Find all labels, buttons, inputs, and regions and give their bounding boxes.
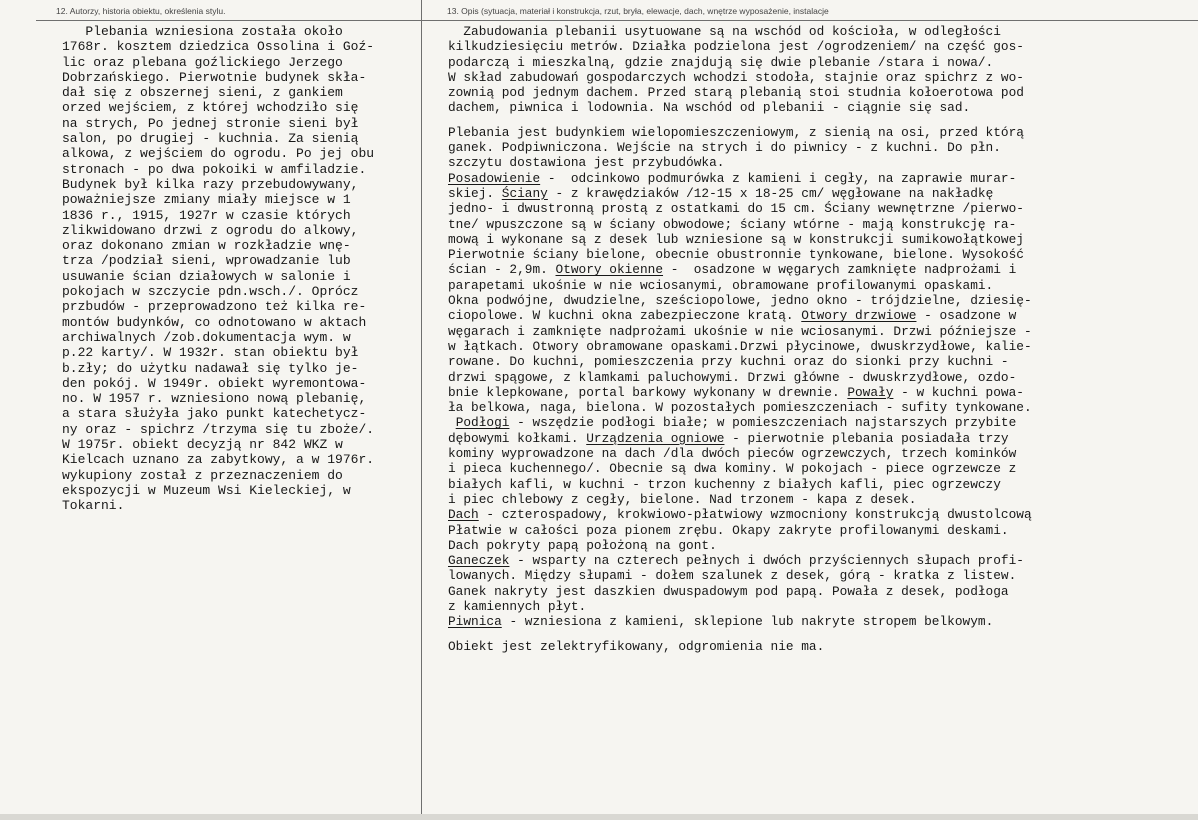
paragraph-gap <box>448 116 1196 125</box>
history-line: no. W 1957 r. wzniesiono nową plebanię, <box>62 391 367 407</box>
description-text-segment: węgarach i zamknięte nadprożami ukośnie w nie wciosanymi. Drzwi późniejsze - <box>448 323 1032 339</box>
description-text-segment: ścian - 2,9m. <box>448 262 556 278</box>
description-text-segment: - osadzone w węgarych zamknięte nadprożami i <box>663 262 1017 278</box>
description-line <box>448 507 1196 522</box>
description-text-segment <box>448 415 456 430</box>
history-line: b.zły; do użytku nadawał się tylko je- <box>62 360 359 376</box>
history-line: p.22 karty/. W 1932r. stan obiektu był <box>62 345 359 361</box>
description-text-segment: - osadzone w <box>916 308 1017 324</box>
description-text-segment: ciopolowe. W kuchni okna zabezpieczone kratą. <box>448 308 802 324</box>
description-line: W skład zabudowań gospodarczych wchodzi stodoła, stajnie oraz spichrz z wo- <box>448 69 1024 85</box>
description-line: podarczą i mieszkalną, gdzie znajdują się dwie plebanie /stara i nowa/. <box>448 54 994 70</box>
history-line: alkowa, z wejściem do ogrodu. Po jej obu <box>62 146 375 162</box>
description-line: szczytu dostawiona jest przybudówka. <box>448 155 725 171</box>
description-text-segment: i pieca kuchennego/. Obecnie są dwa kominy. W pokojach - piece ogrzewcze z <box>448 461 1017 477</box>
description-line <box>448 599 1196 614</box>
description-text-segment: mową i wykonane są z desek lub wzniesione są w konstrukcji sumikowołątkowej <box>448 231 1024 247</box>
history-line: wykupiony został z przeznaczeniem do <box>62 467 343 483</box>
history-line: 1836 r., 1915, 1927r w czasie których <box>62 207 351 223</box>
description-text-segment: Płatwie w całości poza pionem zrębu. Okapy zakryte profilowanymi deskami. <box>448 522 1009 538</box>
section-13-heading: 13. Opis (sytuacja, materiał i konstrukcja, rzut, bryła, elewacje, dach, wnętrze wyposażenie, instalacje <box>447 6 829 16</box>
history-line: przbudów - przeprowadzono też kilka re- <box>62 299 367 315</box>
history-line: dał się z obszernej sieni, z gankiem <box>62 85 343 101</box>
history-line: 1768r. kosztem dziedzica Ossolina i Goź- <box>62 39 375 55</box>
description-text-segment: - w kuchni powa- <box>893 384 1024 400</box>
description-text-segment: z kamiennych płyt. <box>448 598 587 614</box>
section-12-heading: 12. Autorzy, historia obiektu, określenia stylu. <box>56 6 226 16</box>
description-text-segment: dębowymi kołkami. <box>448 430 587 446</box>
description-text-segment: - wsparty na czterech pełnych i dwóch przyściennych słupach profi- <box>509 553 1024 569</box>
section-term: Posadowienie <box>448 170 541 186</box>
page-edge <box>0 814 1198 820</box>
history-line: poważniejsze zmiany miały miejsce w 1 <box>62 192 351 208</box>
description-line <box>448 354 1196 369</box>
history-line: zlikwidowano drzwi z ogrodu do alkowy, <box>62 222 359 238</box>
history-line: Budynek był kilka razy przebudowywany, <box>62 176 359 192</box>
description-line <box>448 385 1196 400</box>
description-line <box>448 523 1196 538</box>
description-line: ganek. Podpiwniczona. Wejście na strych i do piwnicy - z kuchni. Do płn. <box>448 140 1001 156</box>
section-term: Ściany <box>501 185 548 201</box>
description-line <box>448 568 1196 583</box>
header-divider <box>36 20 1198 21</box>
description-line <box>448 415 1196 430</box>
description-text-segment: rowane. Do kuchni, pomieszczenia przy kuchni oraz do sionki przy kuchni - <box>448 354 1009 370</box>
paragraph-gap <box>448 630 1196 639</box>
history-line: archiwalnych /zob.dokumentacja wym. w <box>62 329 351 345</box>
description-text-segment: białych kafli, w kuchni - trzon kuchenny z białych kafli, piec ogrzewczy <box>448 476 1001 492</box>
description-text-segment: - wzniesiona z kamieni, sklepione lub nakryte stropem belkowym. <box>501 614 994 630</box>
description-text-segment: parapetami ukośnie w nie wciosanymi, obramowane profilowanymi opaskami. <box>448 277 994 293</box>
description-line <box>448 461 1196 476</box>
description-line: kilkudziesięciu metrów. Działka podzielona jest /ogrodzeniem/ na część gos- <box>448 39 1024 55</box>
section-term: Urządzenia ogniowe <box>586 430 725 446</box>
description-line <box>448 431 1196 446</box>
description-line <box>448 232 1196 247</box>
description-text-segment: ła belkowa, naga, bielona. W pozostałych pomieszczeniach - sufity tynkowane. <box>448 400 1032 416</box>
description-text-segment: - czterospadowy, krokwiowo-płatwiowy wzmocniony konstrukcją dwustolcową <box>478 507 1032 523</box>
description-text-segment: jedno- i dwustronną prostą z ostatkami do 15 cm. Ściany wewnętrzne /pierwo- <box>448 201 1024 217</box>
description-line <box>448 201 1196 216</box>
description-line: Obiekt jest zelektryfikowany, odgromienia nie ma. <box>448 638 825 654</box>
description-line <box>448 477 1196 492</box>
history-line: ekspozycji w Muzeum Wsi Kieleckiej, w <box>62 482 351 498</box>
description-line <box>448 339 1196 354</box>
history-line: pokojach w szczycie pdn.wsch./. Oprócz <box>62 284 359 300</box>
history-line: Tokarni. <box>62 498 125 514</box>
description-line: dachem, piwnica i lodownia. Na wschód od plebanii - ciągnie się sad. <box>448 100 971 116</box>
history-line: orzed wejściem, z której wchodziło się <box>62 100 359 116</box>
description-line: Plebania jest budynkiem wielopomieszczeniowym, z sienią na osi, przed którą <box>448 124 1024 140</box>
history-text <box>62 24 417 514</box>
description-text-segment: i piec chlebowy z cegły, bielone. Nad trzonem - kapa z desek. <box>448 491 917 507</box>
description-text-segment: kominy wyprowadzone na dach /dla dwóch pieców ogrzewczych, trzech kominków <box>448 446 1017 462</box>
description-line <box>448 553 1196 568</box>
description-text-segment: - wszędzie podłogi białe; w pomieszczeniach najstarszych przybite <box>509 415 1017 431</box>
description-text-segment: lowanych. Między słupami - dołem szalunek z desek, górą - kratka z listew. <box>448 568 1017 584</box>
history-line: salon, po drugiej - kuchnia. Za sienią <box>62 131 359 147</box>
description-line <box>448 400 1196 415</box>
history-line: usuwanie ścian działowych w salonie i <box>62 268 351 284</box>
history-line: stronach - po dwa pokoiki w amfiladzie. <box>62 161 367 177</box>
history-line: na strych, Po jednej stronie sieni był <box>62 115 359 131</box>
description-line <box>448 614 1196 629</box>
description-text-segment: Ganek nakryty jest daszkien dwuspadowym pod papą. Powała z desek, podłoga <box>448 583 1009 599</box>
history-line: trza /podział sieni, wprowadzanie lub <box>62 253 351 269</box>
description-text-segment: Pierwotnie ściany bielone, obecnie obustronnie tynkowane, bielone. Wysokość <box>448 247 1024 263</box>
section-term: Ganeczek <box>448 553 510 569</box>
description-text-segment: w łątkach. Otwory obramowane opaskami.Drzwi płycinowe, dwuskrzydłowe, kalie- <box>448 338 1032 354</box>
history-line: W 1975r. obiekt decyzją nr 842 WKZ w <box>62 437 343 453</box>
description-text-segment: tne/ wpuszczone są w ściany obwodowe; ściany wtórne - mają konstrukcję ra- <box>448 216 1017 232</box>
description-line: Zabudowania plebanii usytuowane są na wschód od kościoła, w odległości <box>448 24 1001 39</box>
history-line: lic oraz plebana goźlickiego Jerzego <box>62 54 343 70</box>
history-line: ny oraz - spichrz /trzyma się tu zboże/. <box>62 421 375 437</box>
description-text-segment: drzwi spągowe, z klamkami paluchowymi. Drzwi główne - dwuskrzydłowe, ozdo- <box>448 369 1017 385</box>
history-line: oraz dokonano zmian w rozkładzie wnę- <box>62 238 351 254</box>
description-line <box>448 370 1196 385</box>
description-text-segment: - odcinkowo podmurówka z kamieni i cegły, na zaprawie murar- <box>540 170 1017 186</box>
description-line <box>448 584 1196 599</box>
description-text-segment: bnie klepkowane, portal barkowy wykonany w drewnie. <box>448 384 848 400</box>
section-term: Dach <box>448 507 479 523</box>
description-line <box>448 186 1196 201</box>
description-line <box>448 217 1196 232</box>
description-line <box>448 247 1196 262</box>
history-line: den pokój. W 1949r. obiekt wyremontowa- <box>62 375 367 391</box>
description-line <box>448 446 1196 461</box>
section-term: Piwnica <box>448 614 502 630</box>
section-term: Powały <box>847 384 894 400</box>
description-line <box>448 324 1196 339</box>
description-line <box>448 262 1196 277</box>
section-term: Otwory okienne <box>555 262 664 278</box>
description-text-segment: Dach pokryty papą położoną na gont. <box>448 537 717 553</box>
description-line <box>448 538 1196 553</box>
section-term: Podłogi <box>455 415 510 431</box>
description-line <box>448 171 1196 186</box>
description-line <box>448 278 1196 293</box>
section-term: Otwory drzwiowe <box>801 308 917 324</box>
history-line: Plebania wzniesiona została około <box>62 24 343 39</box>
description-line <box>448 492 1196 507</box>
description-text-segment: - pierwotnie plebania posiadała trzy <box>724 430 1009 446</box>
history-line: a stara służyła jako punkt katechetycz- <box>62 406 367 422</box>
description-text <box>448 24 1196 654</box>
column-divider <box>421 0 422 820</box>
description-text-segment: Okna podwójne, dwudzielne, sześciopolowe, jedno okno - trójdzielne, dziesię- <box>448 293 1032 309</box>
description-text-segment: skiej. <box>448 185 502 201</box>
description-line: zownią pod jednym dachem. Przed starą plebanią stoi studnia kołoerotowa pod <box>448 85 1024 101</box>
history-line: Kielcach uznano za zabytkowy, a w 1976r. <box>62 452 375 468</box>
history-line: Dobrzańskiego. Pierwotnie budynek skła- <box>62 69 367 85</box>
description-line <box>448 293 1196 308</box>
description-line <box>448 308 1196 323</box>
description-text-segment: - z krawędziaków /12-15 x 18-25 cm/ węgłowane na nakładkę <box>547 185 994 201</box>
history-line: montów budynków, co odnotowano w aktach <box>62 314 367 330</box>
